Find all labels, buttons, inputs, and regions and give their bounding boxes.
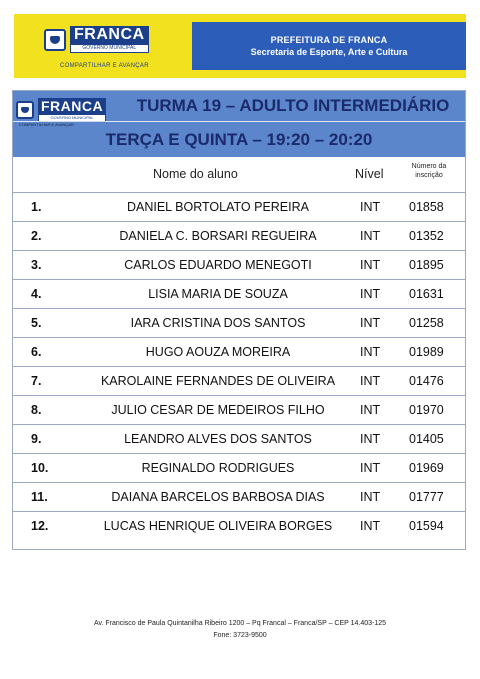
row-index: 4. <box>31 287 42 301</box>
student-name: DANIEL BORTOLATO PEREIRA <box>126 200 309 214</box>
student-level: INT <box>360 287 381 301</box>
row-index: 7. <box>31 374 42 388</box>
row-index: 12. <box>31 519 49 533</box>
row-index: 3. <box>31 258 42 272</box>
enrollment-number: 01258 <box>409 316 444 330</box>
student-level: INT <box>360 200 381 214</box>
student-level: INT <box>360 345 381 359</box>
student-level: INT <box>360 490 381 504</box>
row-index: 10. <box>31 461 49 475</box>
table-franca-logo <box>16 98 106 122</box>
row-index: 8. <box>31 403 42 417</box>
table-row <box>13 309 465 338</box>
student-name: KAROLAINE FERNANDES DE OLIVEIRA <box>100 374 336 388</box>
enrollment-number: 01970 <box>409 403 444 417</box>
table-row <box>13 222 465 251</box>
student-name: LUCAS HENRIQUE OLIVEIRA BORGES <box>103 519 333 533</box>
student-level: INT <box>360 229 381 243</box>
table-logo-sub: GOVERNO MUNICIPAL <box>38 114 106 122</box>
table-body <box>13 193 465 541</box>
student-name: CARLOS EDUARDO MENEGOTI <box>124 258 312 272</box>
table-row <box>13 454 465 483</box>
table-logo-word: FRANCA <box>38 98 106 114</box>
title-divider <box>13 121 465 122</box>
header-line-2: Secretaria de Esporte, Arte e Cultura <box>250 47 408 57</box>
row-index: 5. <box>31 316 42 330</box>
logo-sub: GOVERNO MUNICIPAL <box>70 44 149 53</box>
footer-address: Av. Francisco de Paula Quintanilha Ribeiro 1200 – Pq Francal – Franca/SP – CEP 14.403-125 <box>93 620 387 627</box>
row-index: 1. <box>31 200 42 214</box>
enrollment-number: 01777 <box>409 490 444 504</box>
class-roster-table <box>12 90 466 550</box>
student-level: INT <box>360 519 381 533</box>
student-level: INT <box>360 432 381 446</box>
class-title: TURMA 19 – ADULTO INTERMEDIÁRIO <box>136 96 450 115</box>
column-header-number: Número da inscrição <box>411 163 447 179</box>
franca-logo <box>44 26 149 53</box>
class-schedule: TERÇA E QUINTA – 19:20 – 20:20 <box>105 130 373 149</box>
table-row <box>13 280 465 309</box>
row-index: 2. <box>31 229 42 243</box>
header-yellow-stripe-bottom <box>14 70 466 78</box>
student-level: INT <box>360 403 381 417</box>
student-name: JULIO CESAR DE MEDEIROS FILHO <box>111 403 325 417</box>
table-row <box>13 396 465 425</box>
student-name: LISIA MARIA DE SOUZA <box>148 287 288 301</box>
row-index: 11. <box>31 490 48 504</box>
student-level: INT <box>360 316 381 330</box>
city-crest-icon <box>44 29 66 51</box>
header-line-1: PREFEITURA DE FRANCA <box>270 35 388 45</box>
student-name: IARA CRISTINA DOS SANTOS <box>130 316 306 330</box>
table-row <box>13 251 465 280</box>
enrollment-number: 01352 <box>409 229 444 243</box>
student-name: HUGO AOUZA MOREIRA <box>145 345 291 359</box>
table-row <box>13 338 465 367</box>
student-level: INT <box>360 461 381 475</box>
enrollment-number: 01476 <box>409 374 444 388</box>
enrollment-number: 01969 <box>409 461 444 475</box>
enrollment-number: 01631 <box>409 287 444 301</box>
table-row <box>13 483 465 512</box>
footer-phone: Fone: 3723-9500 <box>213 632 267 639</box>
column-header-name: Nome do aluno <box>153 167 238 181</box>
student-level: INT <box>360 258 381 272</box>
table-row <box>13 425 465 454</box>
column-header-level: Nível <box>355 167 384 181</box>
table-row <box>13 367 465 396</box>
enrollment-number: 01989 <box>409 345 444 359</box>
student-name: DANIELA C. BORSARI REGUEIRA <box>119 229 317 243</box>
student-name: DAIANA BARCELOS BARBOSA DIAS <box>111 490 325 504</box>
enrollment-number: 01594 <box>409 519 444 533</box>
page-footer <box>0 618 480 642</box>
row-index: 9. <box>31 432 42 446</box>
row-index: 6. <box>31 345 42 359</box>
table-title-band <box>13 91 465 157</box>
table-crest-icon <box>16 101 34 119</box>
table-row <box>13 193 465 222</box>
page-header <box>14 14 466 80</box>
student-name: LEANDRO ALVES DOS SANTOS <box>124 432 312 446</box>
header-yellow-stripe <box>14 14 466 22</box>
table-header-row <box>13 157 465 193</box>
logo-tagline: COMPARTILHAR E AVANÇAR <box>60 63 149 69</box>
enrollment-number: 01858 <box>409 200 444 214</box>
student-level: INT <box>360 374 381 388</box>
table-logo-tagline: COMPARTILHAR E AVANÇAR <box>19 122 74 127</box>
logo-word: FRANCA <box>70 26 149 44</box>
student-name: REGINALDO RODRIGUES <box>141 461 295 475</box>
header-title-panel <box>192 22 466 70</box>
enrollment-number: 01405 <box>409 432 444 446</box>
enrollment-number: 01895 <box>409 258 444 272</box>
table-row <box>13 512 465 541</box>
